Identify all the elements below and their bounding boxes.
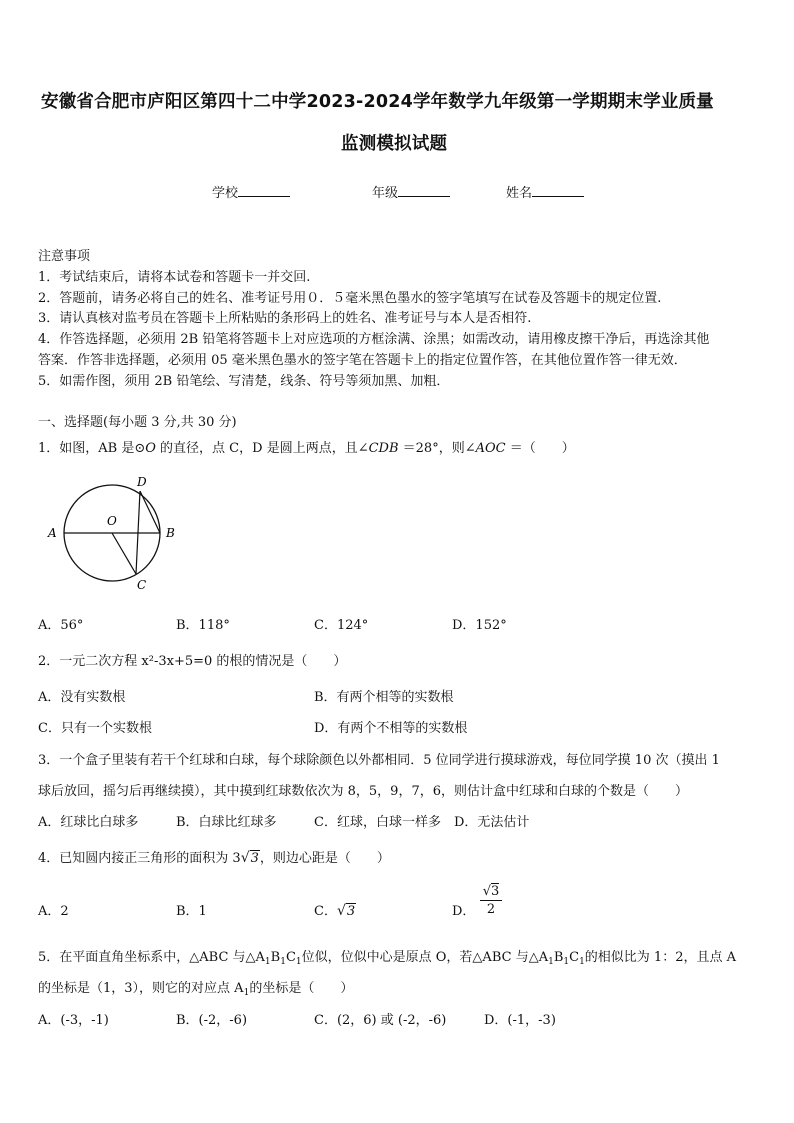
q4-option-a: A．2	[38, 904, 69, 919]
note-item: 1．考试结束后，请将本试卷和答题卡一并交回.	[38, 270, 311, 285]
q5-option-a: A．(-3，-1)	[38, 1013, 109, 1028]
q5-sub: 1	[579, 957, 585, 967]
question-4-stem	[38, 847, 390, 866]
q5-sub: 1	[563, 957, 570, 967]
q5-text: 的坐标是（ ）	[249, 981, 354, 996]
label-c: C	[137, 578, 147, 592]
q2-option-a: A．没有实数根	[38, 690, 126, 705]
question-2-stem: 2．一元二次方程 x²-3x+5=0 的根的情况是（ ）	[38, 654, 347, 669]
name-blank	[532, 184, 584, 197]
school-label: 学校	[212, 186, 239, 201]
q4-sqrt: √3	[240, 850, 259, 866]
q4-option-d	[452, 900, 475, 919]
q2-option-c: C．只有一个实数根	[38, 721, 152, 736]
q1-text-b: 的直径，点 C，D 是圆上两点，且∠	[155, 441, 369, 456]
q4-opt-c-sqrt: 3	[346, 904, 356, 919]
q5-sub: 1	[243, 988, 250, 998]
q4-opt-d-denominator: 2	[486, 902, 496, 917]
section-heading: 一、选择题(每小题 3 分,共 30 分)	[38, 415, 237, 430]
q1-option-c: C．124°	[314, 618, 369, 633]
school-blank	[238, 184, 290, 197]
question-3-line-1: 3．一个盒子里装有若干个红球和白球，每个球除颜色以外都相同．5 位同学进行摸球游戏，每位同学摸 10 次（摸出 1	[38, 753, 720, 768]
q5-text: 的坐标是（1，3），则它的对应点 A	[38, 981, 244, 996]
q4-opt-d-fraction	[480, 884, 502, 917]
question-5-line-2	[38, 977, 353, 998]
q1-circle-figure	[40, 470, 190, 595]
q1-option-d: D．152°	[452, 618, 507, 633]
q5-text: C	[285, 950, 296, 965]
question-3-line-2: 球后放回，摇匀后再继续摸），其中摸到红球数依次为 8，5，9，7，6，则估计盒中红球和白球的个数是（ ）	[38, 784, 688, 799]
grade-blank	[398, 184, 450, 197]
school-field	[212, 182, 290, 201]
q4-opt-c-prefix: C．	[314, 904, 337, 919]
q5-option-b: B．(-2，-6)	[176, 1013, 248, 1028]
q1-text-c: ＝28°，则∠	[398, 441, 476, 456]
segment-db	[140, 491, 160, 533]
q3-option-d: D．无法估计	[454, 815, 530, 830]
q4-opt-d-prefix: D．	[452, 904, 476, 919]
q2-option-d: D．有两个不相等的实数根	[314, 721, 468, 736]
grade-label: 年级	[372, 186, 399, 201]
q4-text-b: ，则边心距是（ ）	[259, 851, 390, 866]
name-label: 姓名	[506, 186, 533, 201]
q1-text-d: ＝（ ）	[505, 441, 575, 456]
note-item: 2．答题前，请务必将自己的姓名、准考证号用０．５毫米黑色墨水的签字笔填写在试卷及答题卡的规定位置.	[38, 291, 662, 306]
q4-opt-d-numerator: √3	[480, 884, 502, 901]
q1-angle-cdb: CDB	[368, 441, 399, 456]
q1-option-b: B．118°	[176, 618, 230, 633]
q5-text: B	[270, 950, 281, 965]
q5-text: B	[553, 950, 564, 965]
label-o: O	[107, 514, 117, 528]
segment-oc	[112, 533, 136, 574]
q5-text: 5．在平面直角坐标系中，△ABC 与△A	[38, 950, 265, 965]
q5-option-d: D．(-1，-3)	[484, 1013, 556, 1028]
q4-text-a: 4．已知圆内接正三角形的面积为 3	[38, 851, 241, 866]
q1-option-a: A．56°	[38, 618, 84, 633]
q1-text-a: 1．如图，AB 是⊙	[38, 441, 146, 456]
grade-field	[372, 182, 450, 201]
q4-option-b: B．1	[176, 904, 207, 919]
note-item: 5．如需作图，须用 2B 铅笔绘、写清楚，线条、符号等须加黑、加粗．	[38, 374, 450, 389]
label-a: A	[48, 526, 57, 540]
note-item: 答案．作答非选择题，必须用 05 毫米黑色墨水的签字笔在答题卡上的指定位置作答，在其他位置作答一律无效．	[38, 353, 687, 368]
note-item: 4．作答选择题，必须用 2B 铅笔将答题卡上对应选项的方框涂满、涂黑；如需改动，请用橡皮擦干净后，再选涂其他	[38, 332, 710, 347]
page-title-line-1: 安徽省合肥市庐阳区第四十二中学2023-2024学年数学九年级第一学期期末学业质量	[41, 92, 714, 112]
question-1-stem	[38, 437, 575, 456]
name-field	[506, 182, 584, 201]
q5-option-c: C．(2，6) 或 (-2，-6)	[314, 1013, 447, 1028]
question-5-line-1	[38, 946, 736, 967]
q3-option-a: A．红球比白球多	[38, 815, 139, 830]
q5-text: 的相似比为 1：2，且点 A	[584, 950, 736, 965]
label-d: D	[137, 475, 147, 489]
notes-heading: 注意事项	[38, 249, 91, 264]
q5-sub: 1	[295, 957, 302, 967]
page-title-line-2: 监测模拟试题	[341, 134, 448, 154]
q4-sqrt-value: 3	[250, 851, 259, 866]
q5-sub: 1	[280, 957, 286, 967]
q1-circle-o: O	[145, 441, 156, 456]
q5-text: 位似，位似中心是原点 O，若△ABC 与△A	[301, 950, 549, 965]
q3-option-c: C．红球，白球一样多	[314, 815, 441, 830]
label-b: B	[166, 526, 175, 540]
q5-sub: 1	[264, 957, 271, 967]
q5-text: C	[569, 950, 580, 965]
q2-option-b: B．有两个相等的实数根	[314, 690, 454, 705]
q3-option-b: B．白球比红球多	[176, 815, 277, 830]
q4-opt-d-num-value: 3	[491, 884, 500, 899]
q5-sub: 1	[548, 957, 554, 967]
q1-angle-aoc: AOC	[475, 441, 506, 456]
note-item: 3．请认真核对监考员在答题卡上所粘贴的条形码上的姓名、准考证号与本人是否相符.	[38, 311, 532, 326]
q4-option-c: C．√3	[314, 903, 356, 919]
